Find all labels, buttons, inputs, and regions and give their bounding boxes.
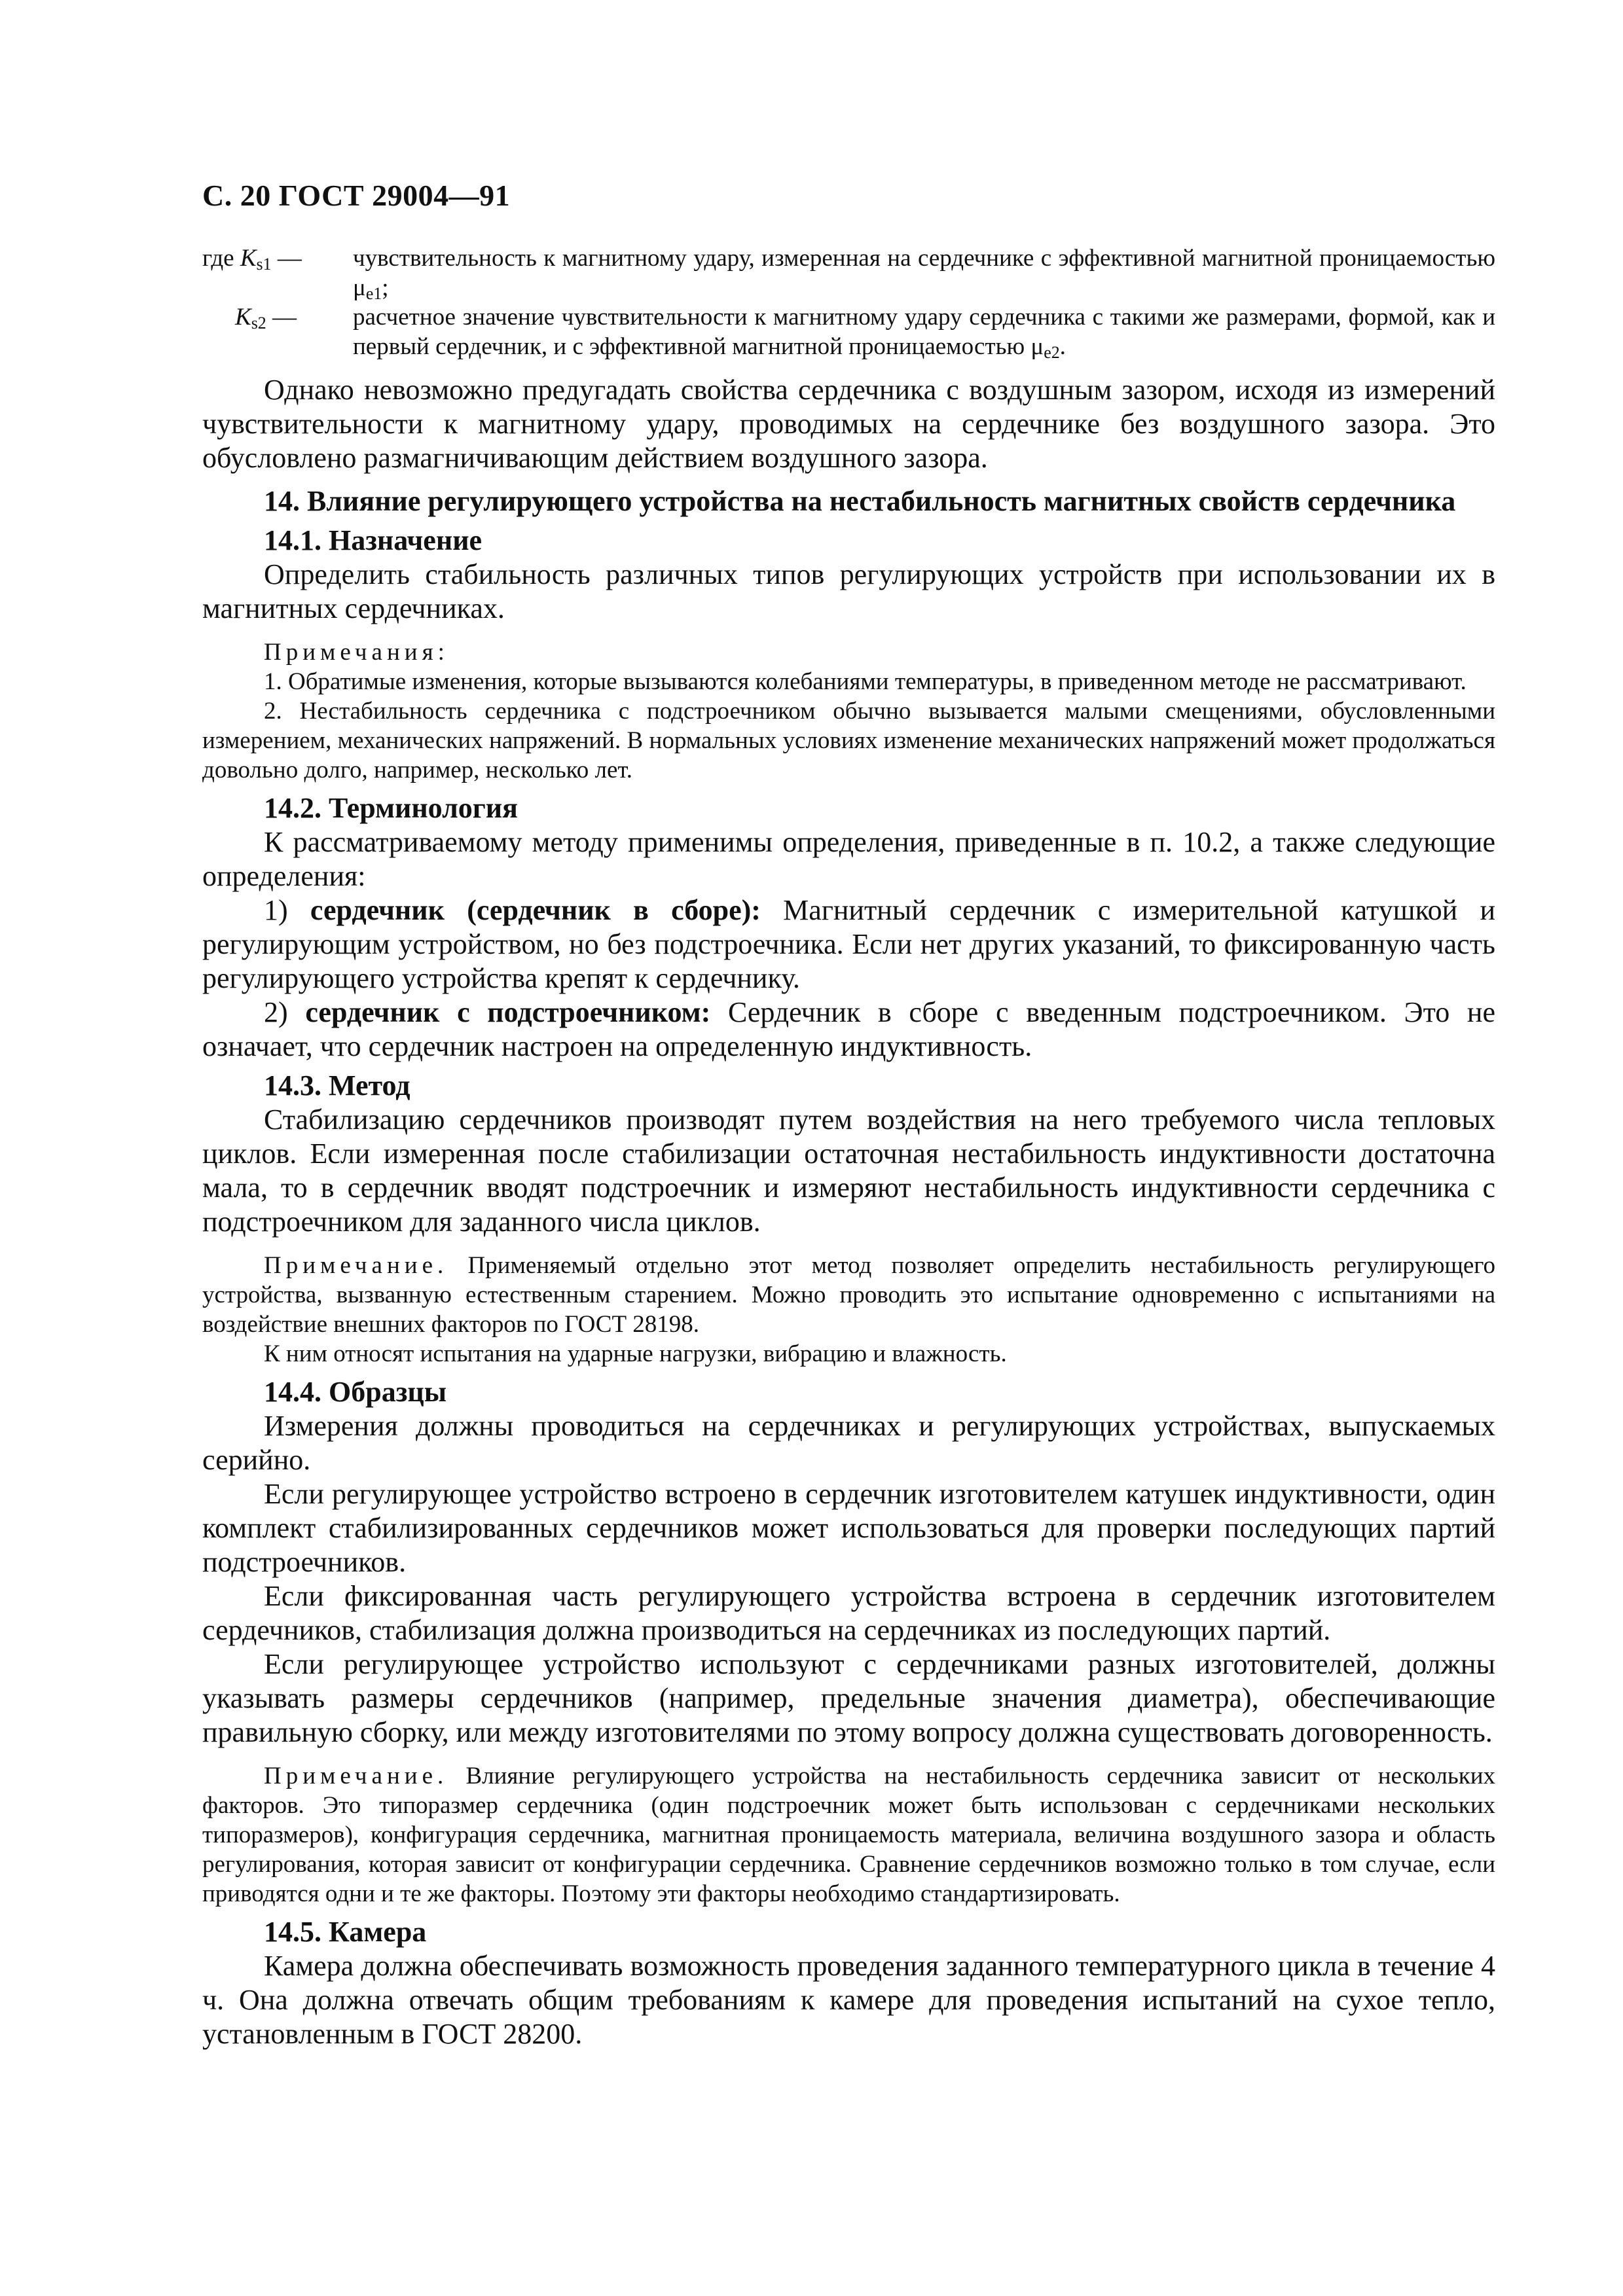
note-label: Примечание. [264,1252,448,1279]
section-14-3-title: 14.3. Метод [264,1069,410,1102]
definition-ks2: $K_{s2}$ — расчетное значение чувствительности к магнитному удару сердечника с такими же размерами, формой, как и первый сердечник, и с эффективной магнитной проницаемостью $\mu_{e2}$. [235,304,1495,362]
definition-term: сердечник с подстроечником: [305,996,711,1028]
note-14-4: Примечание. Влияние регулирующего устройства на нестабильность сердечника зависит от нескольких факторов. Это типоразмер сердечника (один подстроечник может быть использован с сердечниками нескольких типоразмеров), конфигурация сердечника, магнитная проницаемость материала, величина воздушного зазора и область регулирования, которая зависит от конфигурации сердечника. Сравнение сердечников возможно только в том случае, если приводятся одни и те же факторы. Поэтому эти факторы необходимо стандартизировать. [202,1763,1495,1907]
section-14-4-p4: Если регулирующее устройство используют с сердечниками разных изготовителей, должны указывать размеры сердечников (например, предельные значения диаметра), обеспечивающие правильную сборку, или между изготовителями по этому вопросу должна существовать договоренность. [202,1648,1495,1748]
section-14-5-title: 14.5. Камера [264,1916,427,1948]
note-2: 2. Нестабильность сердечника с подстроечником обычно вызывается малыми смещениями, обусловленными измерением, механических напряжений. В нормальных условиях изменение механических напряжений может продолжаться довольно долго, например, несколько лет. [202,698,1495,783]
section-14-2-title: 14.2. Терминология [264,792,518,824]
definition-2: 2) сердечник с подстроечником: Сердечник в сборе с введенным подстроечником. Это не означает, что сердечник настроен на определенную индуктивность. [202,996,1495,1062]
page-header: С. 20 ГОСТ 29004—91 [202,179,511,212]
note-14-3-extra: К ним относят испытания на ударные нагрузки, вибрацию и влажность. [264,1340,1007,1367]
section-14-4-title: 14.4. Образцы [264,1376,447,1408]
section-14-1-title: 14.1. Назначение [264,524,483,556]
note-14-3: Примечание. Применяемый отдельно этот метод позволяет определить нестабильность регулирующего устройства, вызванную естественным старением. Можно проводить это испытание одновременно с испытаниями на воздействие внешних факторов по ГОСТ 28198. [202,1252,1495,1338]
definition-term: сердечник (сердечник в сборе): [310,894,761,926]
notes-label: Примечания: [264,639,449,666]
section-14-1-text: Определить стабильность различных типов регулирующих устройств при использовании их в магнитных сердечниках. [202,558,1495,624]
section-14-4-p3: Если фиксированная часть регулирующего устройства встроена в сердечник изготовителем сердечников, стабилизация должна производиться на сердечниках из последующих партий. [202,1580,1495,1646]
paragraph-air-gap: Однако невозможно предугадать свойства сердечника с воздушным зазором, исходя из измерений чувствительности к магнитному удару, проводимых на сердечнике без воздушного зазора. Это обусловлено размагничивающим действием воздушного зазора. [202,374,1495,474]
definition-text: чувствительность к магнитному удару, измеренная на сердечнике с эффективной магнитной проницаемостью μ [353,245,1495,301]
note-label: Примечание. [264,1763,448,1789]
note-1: 1. Обратимые изменения, которые вызываются колебаниями температуры, в приведенном методе не рассматривают. [264,668,1467,695]
section-14-4-p2: Если регулирующее устройство встроено в сердечник изготовителем катушек индуктивности, один комплект стабилизированных сердечников может использоваться для проверки последующих партий подстроечников. [202,1478,1495,1578]
definition-ks1: где $K_{s1}$ — чувствительность к магнитному удару, измеренная на сердечнике с эффективной магнитной проницаемостью $\mu_{e1}$; [202,245,1495,303]
section-14-2-intro: К рассматриваемому методу применимы определения, приведенные в п. 10.2, а также следующие определения: [202,826,1495,892]
definition-1: 1) сердечник (сердечник в сборе): Магнитный сердечник с измерительной катушкой и регулирующим устройством, но без подстроечника. Если нет других указаний, то фиксированную часть регулирующего устройства крепят к сердечнику. [202,894,1495,994]
symbol-k: K [235,304,251,331]
section-14-4-p1: Измерения должны проводиться на сердечниках и регулирующих устройствах, выпускаемых серийно. [202,1410,1495,1476]
definition-text: расчетное значение чувствительности к магнитному удару сердечника с такими же размерами, формой, как и первый сердечник, и с эффективной магнитной проницаемостью μ [353,304,1495,360]
section-14-5-text: Камера должна обеспечивать возможность проведения заданного температурного цикла в течение 4 ч. Она должна отвечать общим требованиям к камере для проведения испытаний на сухое тепло, установленным в ГОСТ 28200. [202,1950,1495,2050]
section-14-title: 14. Влияние регулирующего устройства на нестабильность магнитных свойств сердечника [264,485,1456,517]
section-14-3-text: Стабилизацию сердечников производят путем воздействия на него требуемого числа тепловых циклов. Если измеренная после стабилизации остаточная нестабильность индуктивности достаточна мала, то в сердечник вводят подстроечник и измеряют нестабильность индуктивности сердечника с подстроечником для заданного числа циклов. [202,1103,1495,1238]
document-body [202,243,1495,2051]
symbol-k: K [240,245,257,272]
